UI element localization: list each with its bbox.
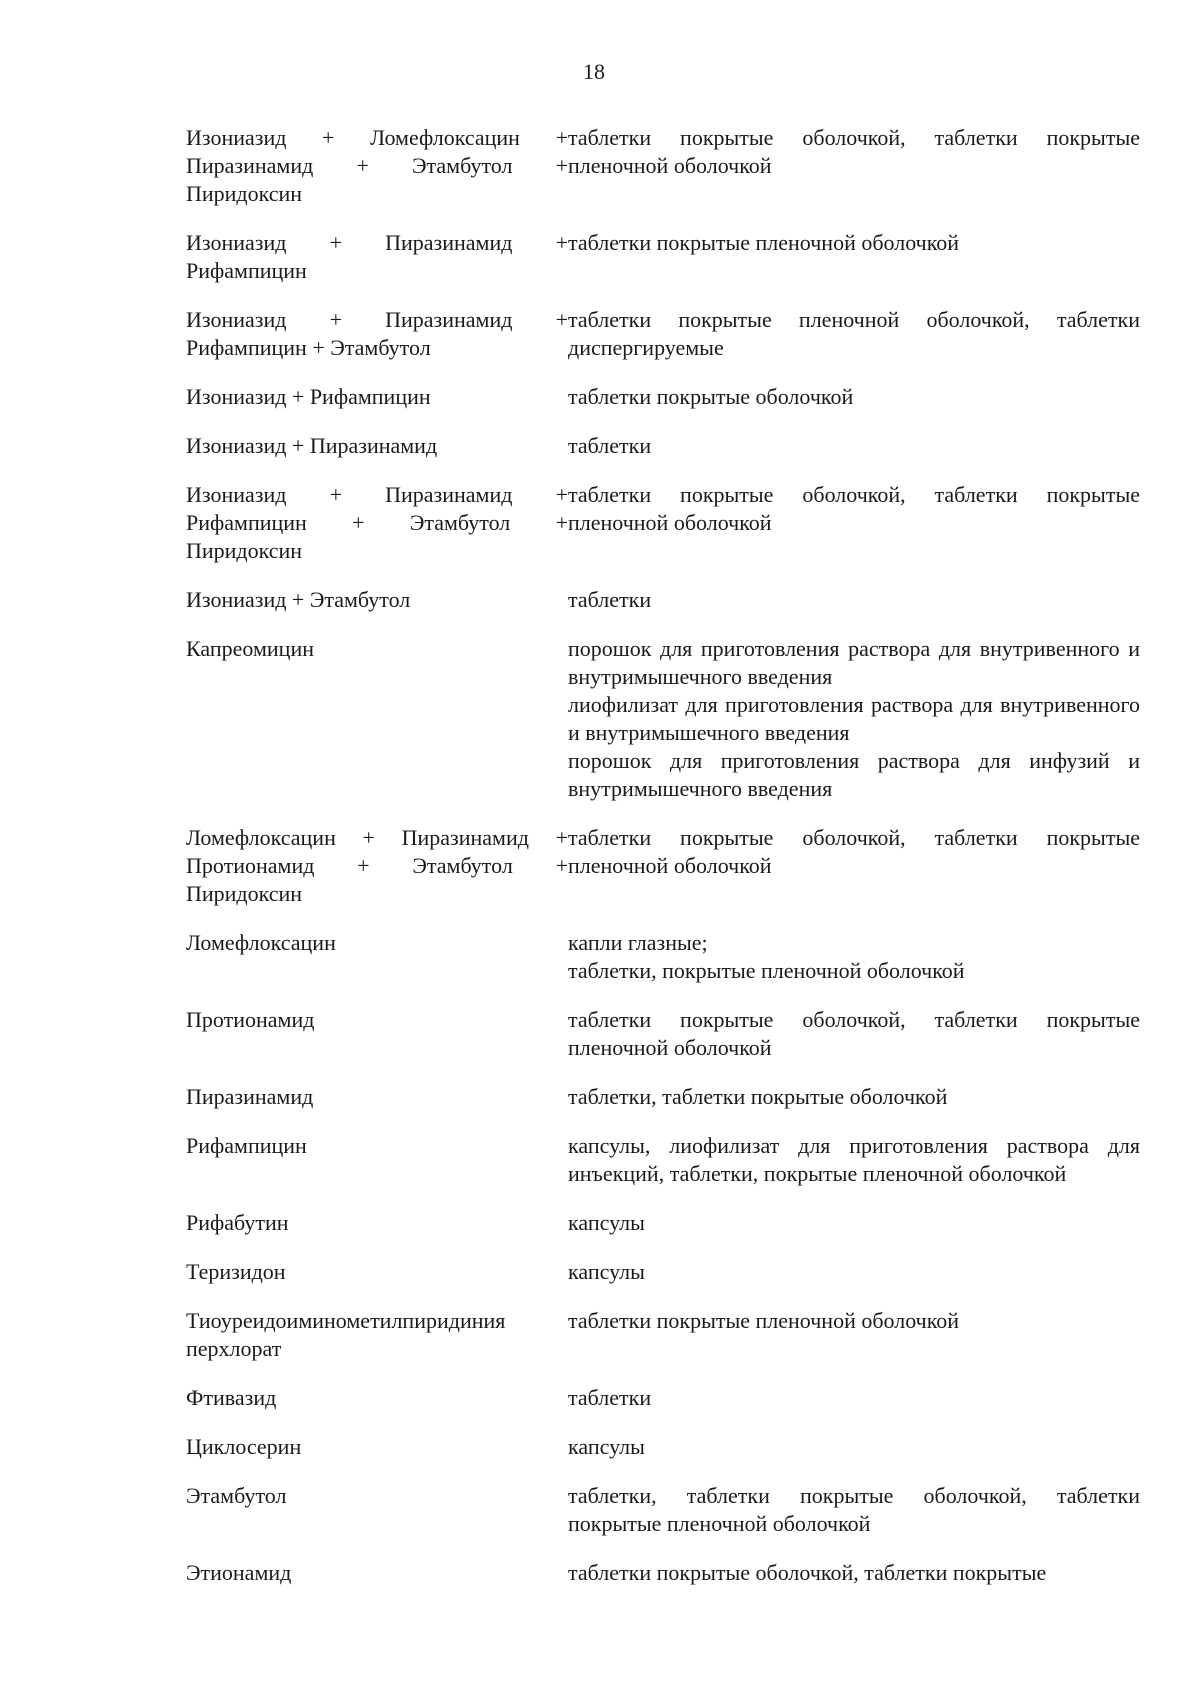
drug-name: Теризидон: [186, 1259, 286, 1284]
table-row: [186, 1384, 1140, 1412]
drug-name: Изониазид + Пиразинамид + Рифампицин + Этамбутол + Пиридоксин: [186, 482, 568, 563]
dosage-form: таблетки покрытые оболочкой, таблетки покрытые: [568, 1560, 1047, 1585]
drug-name: Фтивазид: [186, 1385, 277, 1410]
table-row: [186, 383, 1140, 411]
table-row: [186, 1307, 1140, 1363]
drug-name: Изониазид + Рифампицин: [186, 384, 431, 409]
dosage-form: таблетки, таблетки покрытые оболочкой, таблетки покрытые пленочной оболочкой: [568, 1483, 1140, 1536]
table-row: [186, 635, 1140, 803]
drug-name: Ломефлоксацин: [186, 930, 336, 955]
table-row: [186, 1482, 1140, 1538]
drug-name: Изониазид + Пиразинамид + Рифампицин: [186, 230, 568, 283]
table-row: [186, 824, 1140, 908]
table-row: [186, 432, 1140, 460]
table-row: [186, 1132, 1140, 1188]
page-number: 18: [583, 59, 605, 84]
dosage-form: таблетки: [568, 433, 652, 458]
table-row: [186, 124, 1140, 208]
drug-name: Изониазид + Ломефлоксацин + Пиразинамид + Этамбутол + Пиридоксин: [186, 125, 568, 206]
drug-name: Циклосерин: [186, 1434, 302, 1459]
table-row: [186, 1433, 1140, 1461]
dosage-form: таблетки, таблетки покрытые оболочкой: [568, 1084, 948, 1109]
dosage-form: капсулы: [568, 1259, 645, 1284]
drug-name: Ломефлоксацин + Пиразинамид + Протионамид + Этамбутол + Пиридоксин: [186, 825, 568, 906]
dosage-form: капсулы: [568, 1434, 645, 1459]
dosage-form: таблетки покрытые пленочной оболочкой, таблетки диспергируемые: [568, 307, 1140, 360]
dosage-form: таблетки покрытые пленочной оболочкой: [568, 1308, 960, 1333]
table-row: [186, 229, 1140, 285]
dosage-form: таблетки покрытые оболочкой, таблетки покрытые пленочной оболочкой: [568, 482, 1140, 535]
table-row: [186, 1559, 1140, 1587]
dosage-form: таблетки покрытые оболочкой, таблетки покрытые пленочной оболочкой: [568, 125, 1140, 178]
drug-name: Рифабутин: [186, 1210, 289, 1235]
table-row: [186, 1083, 1140, 1111]
dosage-form: таблетки покрытые пленочной оболочкой: [568, 230, 960, 255]
drug-name: Пиразинамид: [186, 1084, 314, 1109]
table-row: [186, 1006, 1140, 1062]
drug-name: Изониазид + Пиразинамид + Рифампицин + Этамбутол: [186, 307, 568, 360]
dosage-form: порошок для приготовления раствора для внутривенного и внутримышечного введения лиофилизат для приготовления раствора для внутривенного и внутримышечного введения порошок для приготовления раствора для инфузий и внутримышечного введения: [568, 636, 1140, 801]
dosage-form: таблетки покрытые оболочкой, таблетки покрытые пленочной оболочкой: [568, 825, 1140, 878]
drug-table: [186, 124, 1140, 1587]
table-row: [186, 1209, 1140, 1237]
dosage-form: таблетки покрытые оболочкой, таблетки покрытые пленочной оболочкой: [568, 1007, 1140, 1060]
drug-name: Этамбутол: [186, 1483, 287, 1508]
dosage-form: капли глазные; таблетки, покрытые пленочной оболочкой: [568, 930, 965, 983]
table-row: [186, 929, 1140, 985]
drug-name: Протионамид: [186, 1007, 315, 1032]
dosage-form: таблетки покрытые оболочкой: [568, 384, 854, 409]
drug-name: Тиоуреидоиминометилпиридиния перхлорат: [186, 1308, 506, 1361]
drug-name: Капреомицин: [186, 636, 314, 661]
table-row: [186, 306, 1140, 362]
dosage-form: таблетки: [568, 587, 652, 612]
dosage-form: капсулы, лиофилизат для приготовления раствора для инъекций, таблетки, покрытые пленочной оболочкой: [568, 1133, 1140, 1186]
drug-name: Этионамид: [186, 1560, 292, 1585]
table-row: [186, 481, 1140, 565]
dosage-form: капсулы: [568, 1210, 645, 1235]
table-row: [186, 586, 1140, 614]
drug-name: Изониазид + Этамбутол: [186, 587, 411, 612]
dosage-form: таблетки: [568, 1385, 652, 1410]
drug-name: Рифампицин: [186, 1133, 307, 1158]
drug-name: Изониазид + Пиразинамид: [186, 433, 438, 458]
table-row: [186, 1258, 1140, 1286]
